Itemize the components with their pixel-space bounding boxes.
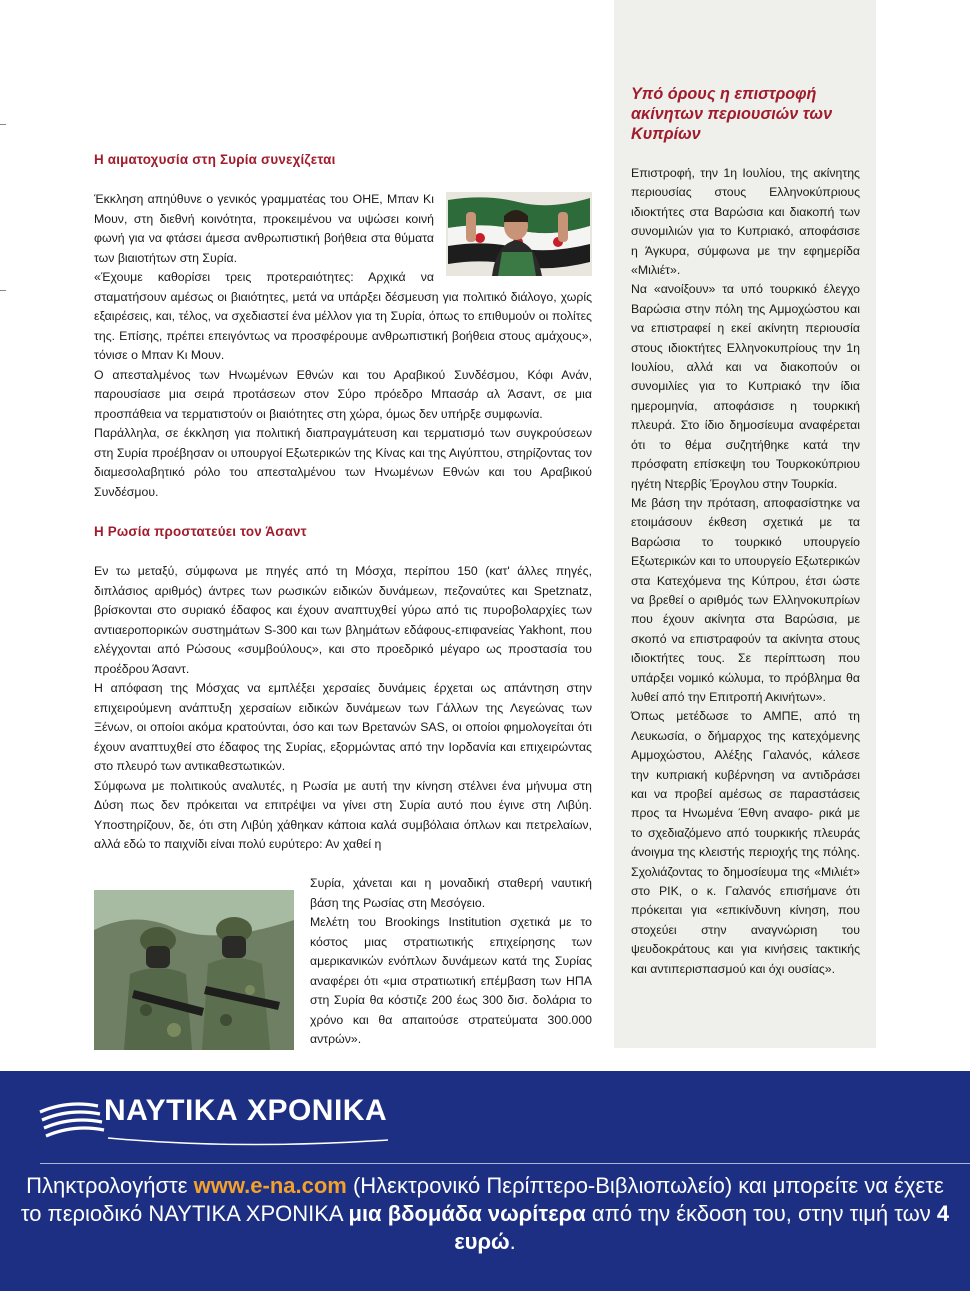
banner-message xyxy=(20,1172,950,1256)
soldiers-photo xyxy=(94,890,294,1050)
paragraph: Ο απεσταλμένος των Ηνωμένων Εθνών και του Αραβικού Συνδέσμου, Κόφι Ανάν, παρουσίασε μια σειρά προτάσεων στον Σύρο πρόεδρο Μπασάρ αλ Άσαντ, σε μια προσπάθεια να τερματιστούν οι βιαιότητες στη χώρα, όμως δεν υπήρξε συμφωνία. xyxy=(94,367,592,421)
banner-url-link[interactable]: www.e-na.com xyxy=(193,1173,347,1198)
main-article xyxy=(94,150,592,855)
section-syria-body xyxy=(94,190,592,366)
banner-emphasis: μια βδομάδα νωρίτερα xyxy=(348,1201,586,1226)
section-heading-russia: Η Ρωσία προστατεύει τον Άσαντ xyxy=(94,524,307,539)
banner-text: από την έκδοση του, στην τιμή των xyxy=(585,1201,937,1226)
sidebar-paragraph: Να «ανοίξουν» τα υπό τουρκικό έλεγχο Βαρώσια στην πόλη της Αμμοχώστου και να επιστραφεί η εκεί ακίνητη περιουσία στους ιδιοκτήτες Ελληνοκυπρίους την 1η Ιουλίου, αλλά και να διακοπούν οι συνομιλίες για το Κυπριακό την ίδια ημερομηνία, αποφάσισε η τουρκική πλευρά. Στο ίδιο δημοσίευμα αναφέρεται ότι το θέμα συζητήθηκε κατά την πρόσφατη επίσκεψη του Τουρκοκύπριου ηγέτη Ντερβίς Έρογλου στην Τουρκία. xyxy=(631,282,860,491)
banner-price: 4 ευρώ xyxy=(454,1201,950,1254)
paragraph: Παράλληλα, σε έκκληση για πολιτική διαπραγμάτευση και τερματισμό των συγκρούσεων στη Συρία προέβησαν οι υπουργοί Εξωτερικών της Κίνας και της Αιγύπτου, στηρίζοντας τον διαμεσολαβητικό ρόλο του απεσταλμένου των Ηνωμένων Εθνών και του Αραβικού Συνδέσμου. xyxy=(94,426,592,499)
brand-name: ΝΑΥΤΙΚΑ ΧΡΟΝΙΚΑ xyxy=(104,1094,388,1127)
sidebar-body xyxy=(631,164,860,979)
section-russia-continuation xyxy=(310,874,592,1050)
paragraph: Συρία, χάνεται και η μοναδική σταθερή ναυτική βάση της Ρωσίας στη Μεσόγειο. xyxy=(310,876,592,910)
banner-text: Πληκτρολογήστε xyxy=(26,1173,194,1198)
sidebar-paragraph: Όπως μετέδωσε το ΑΜΠΕ, από τη Λευκωσία, ο δήμαρχος της κατεχόμενης Αμμοχώστου, Αλέξης Γαλανός, κάλεσε την κυπριακή κυβέρνηση να αντιδράσει και να προβεί αμέσως σε παραστάσεις προς τα Ηνωμένα Έθνη αναφο- ρικά με το σχεδιαζόμενο από τουρκικής πλευράς άνοιγμα της κλειστής περιοχής της πόλης. Σχολιάζοντας το δημοσίευμα της «Μιλιέτ» στο ΡΙΚ, ο κ. Γαλανός επισήμανε ότι πρόκειται για «επικίνδυνη κίνηση, που στοχεύει στην αναγνώριση του ψευδοκράτους και για κινήσεις τακτικής και αντιπερισπασμού και όχι ουσίας». xyxy=(631,709,860,976)
sidebar-paragraph: Με βάση την πρόταση, αποφασίστηκε να ετοιμάσουν έκθεση σχετικά με τα Βαρώσια το τουρκικό υπουργείο Εξωτερικών και το υπουργείο Εξωτερικών στα Κατεχόμενα της Κύπρου, έτσι ώστε να βρεθεί ο αριθμός των Ελληνοκυπρίων που έχουν ακίνητα στα Βαρώσια, με σκοπό να επιστραφούν τα ακίνητα στους ιδιοκτήτες τους. Σε περίπτωση που υπάρξει νομικό κώλυμα, το πρόβλημα θα λυθεί από την Επιτροπή Ακινήτων». xyxy=(631,495,860,704)
paragraph: «Έχουμε καθορίσει τρεις προτεραιότητες: Αρχικά να σταματήσουν αμέσως οι βιαιότητες, μετά να υπάρξει δέσμευση για πολιτικό διάλογο, χωρίς εξαιρέσεις, και, τέλος, να σχεδιαστεί ένα μέλλον για τη Συρία, όπως το επιθυμούν οι πολίτες της. Επίσης, πρέπει επειγόντως να προσφέρουμε ανθρωπιστική βοήθεια στους αμάχους», τόνισε ο Μπαν Κι Μουν. xyxy=(94,270,592,362)
protest-photo xyxy=(446,192,592,276)
sidebar-title: Υπό όρους η επιστροφή ακίνητων περιουσιών των Κυπρίων xyxy=(631,85,833,143)
paragraph: Μελέτη του Brookings Institution σχετικά με το κόστος μιας στρατιωτικής επιχείρησης των αμερικανικών ενόπλων δυνάμεων κατά της Συρίας αναφέρει ότι «μια στρατιωτική επέμβαση των ΗΠΑ στη Συρία θα κόστιζε 200 έως 300 δισ. δολάρια το χρόνο και θα απαιτούσε στρατεύματα 300.000 αντρών». xyxy=(310,915,592,1046)
paragraph: Η απόφαση της Μόσχας να εμπλέξει χερσαίες δυνάμεις έρχεται ως απάντηση στην επιχειρούμενη ανάπτυξη χερσαίων ειδικών δυνάμεων των Γάλλων της Λεγεώνας των Ξένων, οι οποίοι ακόμα κρατούνται, όσο και των Βρετανών SAS, οι οποίοι φημολογείται ότι έχουν αναπτυχθεί στο έδαφος της Συρίας, εξορμώντας από την Ιορδανία και επιχειρώντας στο πλευρό των αντικαθεστωτικών. xyxy=(94,681,592,773)
protester-flag-image xyxy=(446,192,592,276)
crop-mark xyxy=(0,290,6,291)
banner-divider xyxy=(40,1163,970,1164)
paragraph: Εν τω μεταξύ, σύμφωνα με πηγές από τη Μόσχα, περίπου 150 (κατ' άλλες πηγές, διπλάσιος αριθμός) άντρες των ρωσικών ειδικών δυνάμεων, πεζοναύτες και Spetznatz, βρίσκονται στο συριακό έδαφος και έχουν αναπτυχθεί γύρω από τις πυροβολαρχίες των αντιαεροπορικών συστημάτων S-300 και των βλημάτων εδάφους-επιφανείας Yakhont, που ελέγχονται από Ρώσους «συμβούλους», και στο προεδρικό μέγαρο ως προστασία του προέδρου Άσαντ. xyxy=(94,564,592,676)
soldiers-image xyxy=(94,890,294,1050)
paragraph: Σύμφωνα με πολιτικούς αναλυτές, η Ρωσία με αυτή την κίνηση στέλνει ένα μήνυμα στη Δύση πως δεν πρόκειται να επιτρέψει να γίνει στη Συρία αυτό που έγινε στη Λιβύη. Υποστηρίζουν, δε, ότι στη Λιβύη χάθηκαν κάποια καλά συμβόλαια όπλων και πετρελαίων, αλλά εδώ το παιχνίδι είναι πολύ ευρύτερο: Αν χαθεί η xyxy=(94,778,592,851)
paragraph: Έκκληση απηύθυνε ο γενικός γραμματέας του ΟΗΕ, Μπαν Κι Μουν, στη διεθνή κοινότητα, προκειμένου να υψώσει κοινή φωνή για να φτάσει άμεσα ανθρωπιστική βοήθεια στα θύματα των βιαιοτήτων στη Συρία. xyxy=(94,192,434,265)
banner-text: . xyxy=(509,1229,516,1254)
banner-text: (Ηλεκτρονικό Περίπτερο-Βιβλιοπωλείο) και μπορείτε να έχετε το περιοδικό ΝΑΥΤΙΚΑ ΧΡΟΝΙΚΑ xyxy=(20,1173,944,1226)
crop-mark xyxy=(0,124,6,125)
section-heading-syria: Η αιματοχυσία στη Συρία συνεχίζεται xyxy=(94,152,336,167)
sidebar-paragraph: Επιστροφή, την 1η Ιουλίου, της ακίνητης περιουσίας στους Ελληνοκύπριους ιδιοκτήτες στα Βαρώσια και διακοπή των συνομιλιών για το Κυπριακό, αποφάσισε η Άγκυρα, σύμφωνα με την εφημερίδα «Μιλιέτ». xyxy=(631,166,860,278)
